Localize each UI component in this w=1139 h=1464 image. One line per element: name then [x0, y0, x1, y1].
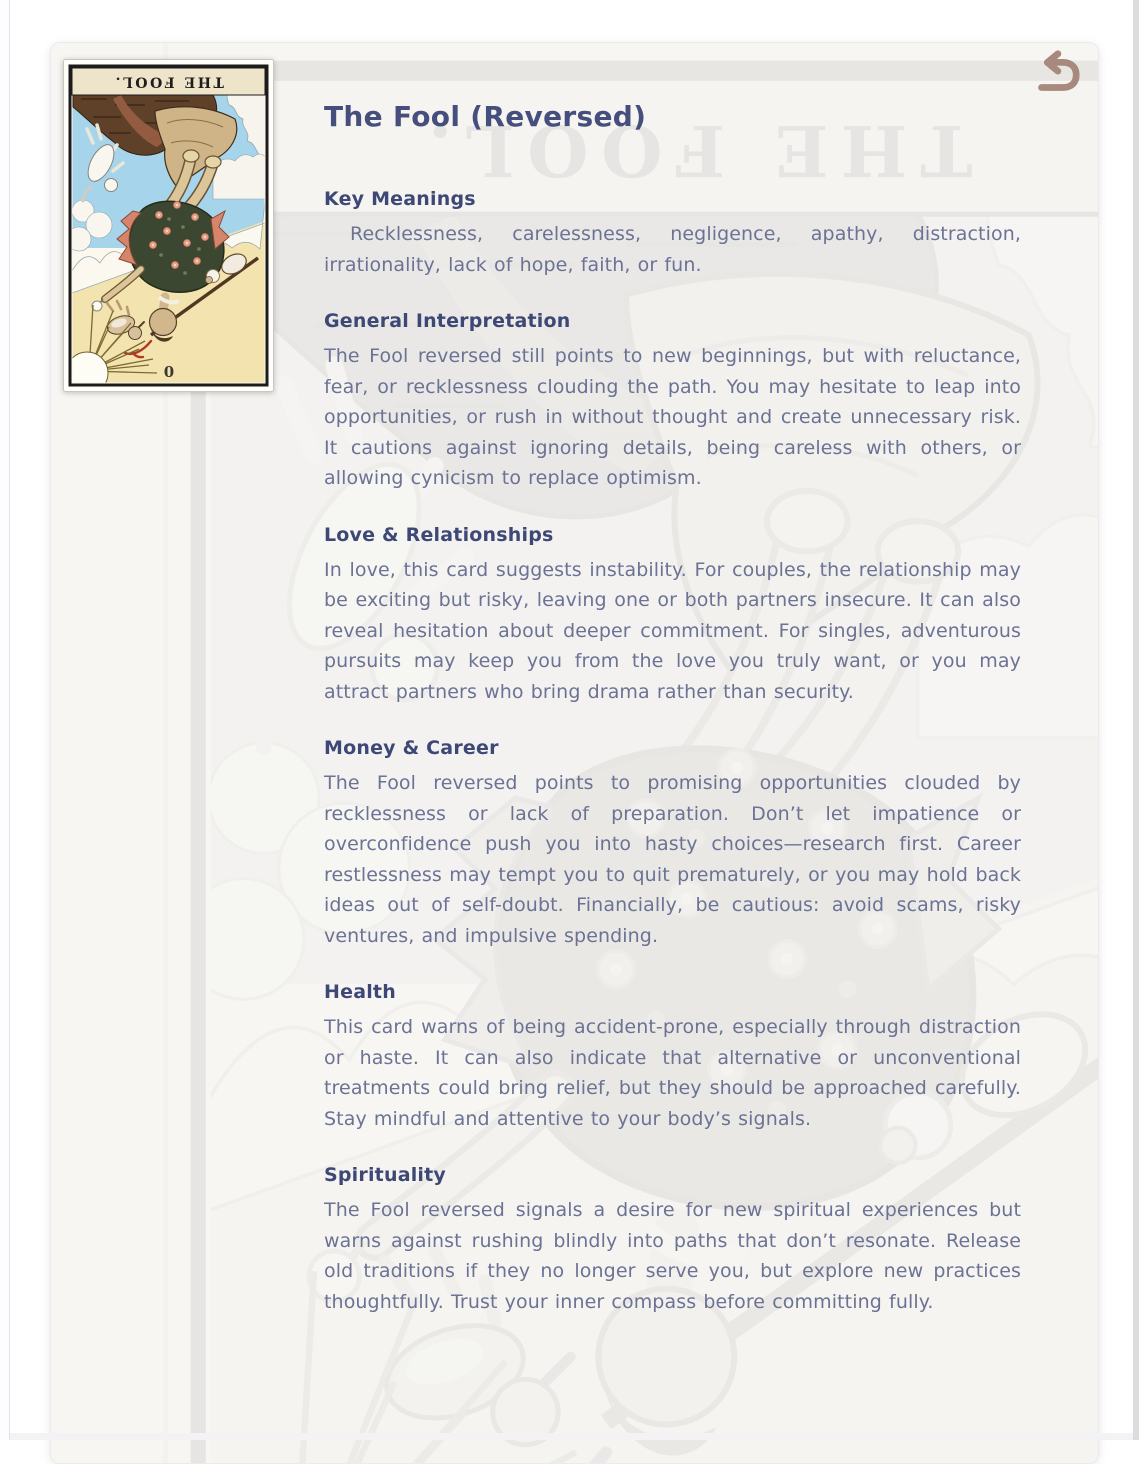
section-heading: Love & Relationships — [324, 523, 554, 546]
section-love-relationships — [324, 523, 1021, 708]
section-key-meanings — [324, 187, 1021, 280]
tarot-card-image — [63, 59, 274, 392]
screen-edge-right — [1133, 0, 1139, 1440]
section-heading: Spirituality — [324, 1164, 447, 1186]
card-meaning-content — [324, 187, 1021, 1346]
page-title: The Fool (Reversed) — [324, 100, 647, 133]
section-body: The Fool reversed points to promising opportunities clouded by recklessness or lack of preparation. Don’t let impatience or overconfidence push you into hasty choices—research first. Career restlessness may tempt you to quit prematurely, or you may hold back ideas out of self-doubt. Financially, be cautious: avoid scams, risky ventures, and impulsive spending. — [324, 772, 1021, 947]
section-body: The Fool reversed signals a desire for new spiritual experiences but warns against rushing blindly into paths that don’t resonate. Release old traditions if they no longer serve you, but explore new practices thoughtfully. Trust your inner compass before committing fully. — [324, 1199, 1021, 1313]
content-panel — [50, 42, 1099, 1464]
undo-arrow-icon — [1028, 50, 1082, 98]
section-heading: Key Meanings — [324, 188, 476, 210]
section-heading: Money & Career — [324, 737, 499, 759]
section-body: The Fool reversed still points to new beginnings, but with reluctance, fear, or recklessness clouding the path. You may hesitate to leap into opportunities, or rush in without thought and create unnecessary risk. It cautions against ignoring details, being careless with others, or allowing cynicism to replace optimism. — [324, 345, 1021, 489]
section-heading: General Interpretation — [324, 310, 571, 332]
section-general-interpretation — [324, 309, 1021, 494]
section-spirituality — [324, 1163, 1021, 1317]
back-button[interactable] — [1023, 43, 1087, 101]
section-health — [324, 980, 1021, 1134]
section-money-career — [324, 736, 1021, 951]
section-body: This card warns of being accident-prone, especially through distraction or haste. It can also indicate that alternative or unconventional treatments could bring relief, but they should be approached carefully. Stay mindful and attentive to your body’s signals. — [324, 1016, 1021, 1130]
section-heading: Health — [324, 981, 396, 1003]
section-body: Recklessness, carelessness, negligence, apathy, distraction, irrationality, lack of hope, faith, or fun. — [324, 223, 1021, 276]
screen-edge-left — [0, 0, 10, 1440]
screen-edge-bottom — [0, 1433, 1139, 1440]
section-body: In love, this card suggests instability. For couples, the relationship may be exciting but risky, leaving one or both partners insecure. It can also reveal hesitation about deeper commitment. For singles, adventurous pursuits may keep you from the love you truly want, or you may attract partners who bring drama rather than security. — [324, 558, 1021, 703]
